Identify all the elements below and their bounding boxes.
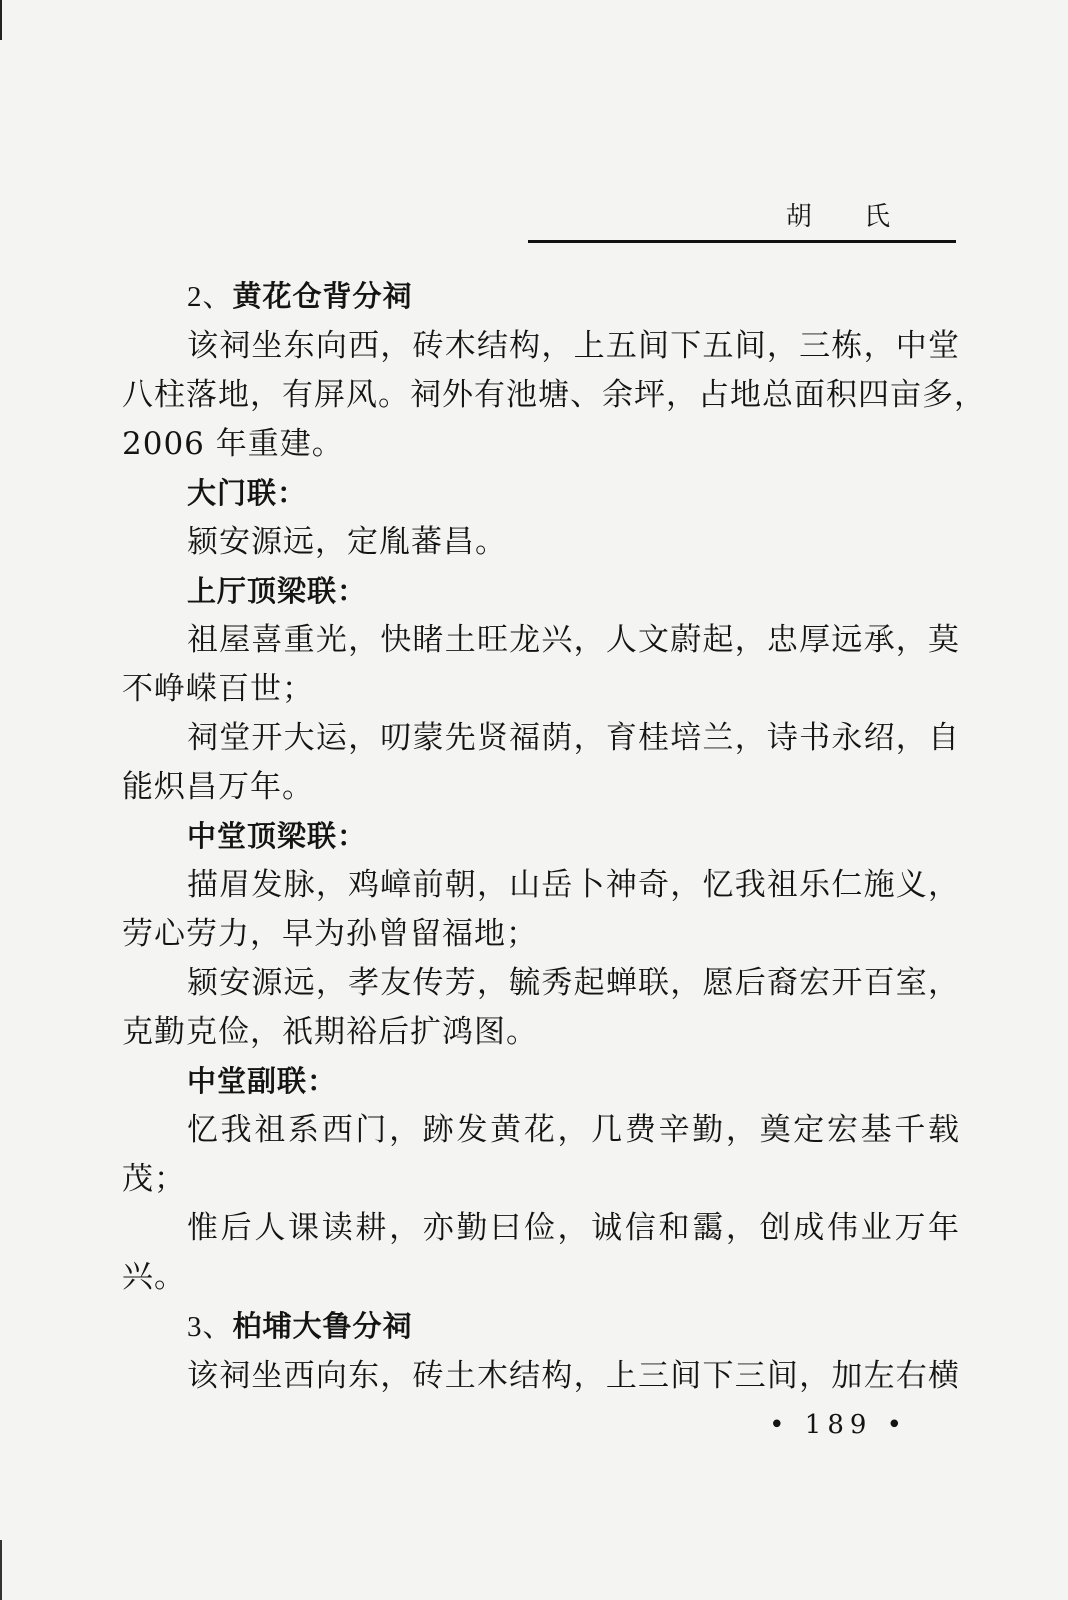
couplet-label-secondary: 中堂副联： (187, 1064, 338, 1098)
page-number: • 189 • (769, 1410, 908, 1440)
couplet-line: 惟后人课读耕，亦勤曰俭，诚信和靄，创成伟业万年 (187, 1210, 960, 1246)
heading-text: 黄花仓背分祠 (232, 279, 413, 313)
couplet-line: 兴。 (122, 1259, 186, 1295)
paragraph-line: 八柱落地，有屏风。祠外有池塘、余坪，占地总面积四亩多， (122, 377, 986, 413)
page-body (122, 272, 986, 1401)
running-head: 胡 氏 (785, 202, 912, 232)
couplet-line: 茂； (122, 1161, 186, 1197)
couplet-line: 劳心劳力，早为孙曾留福地； (122, 916, 538, 952)
couplet-line: 颍安源远，定胤蕃昌。 (187, 524, 507, 560)
couplet-line: 克勤克俭，祇期裕后扩鸿图。 (122, 1014, 538, 1050)
couplet-line: 描眉发脉，鸡嶂前朝，山岳卜神奇，忆我祖乐仁施义， (187, 867, 960, 903)
couplet-label-upper-hall: 上厅顶梁联： (187, 574, 368, 608)
couplet-line: 能炽昌万年。 (122, 769, 314, 805)
couplet-label-gate: 大门联： (187, 476, 308, 510)
scan-edge (0, 0, 2, 1600)
paragraph-line: 该祠坐东向西，砖木结构，上五间下五间，三栋，中堂 (187, 328, 960, 364)
paragraph-line: 2006 年重建。 (122, 426, 344, 462)
header-rule (528, 240, 956, 243)
heading-text: 柏埔大鲁分祠 (232, 1309, 413, 1343)
heading-number: 2、 (187, 281, 233, 313)
couplet-line: 不峥嵘百世； (122, 671, 314, 707)
section-3-heading (122, 1302, 960, 1352)
couplet-line: 祖屋喜重光，快睹土旺龙兴，人文蔚起，忠厚远承，莫 (187, 622, 960, 658)
couplet-line: 祠堂开大运，叨蒙先贤福荫，育桂培兰，诗书永绍，自 (187, 720, 960, 756)
section-2-heading (122, 272, 960, 322)
couplet-line: 颍安源远，孝友传芳，毓秀起蝉联，愿后裔宏开百室， (187, 965, 960, 1001)
heading-number: 3、 (187, 1311, 233, 1343)
paragraph-line: 该祠坐西向东，砖土木结构，上三间下三间，加左右横 (187, 1358, 960, 1394)
couplet-label-middle-hall: 中堂顶梁联： (187, 819, 368, 853)
couplet-line: 忆我祖系西门，跡发黄花，几费辛勤，奠定宏基千载 (187, 1112, 960, 1148)
